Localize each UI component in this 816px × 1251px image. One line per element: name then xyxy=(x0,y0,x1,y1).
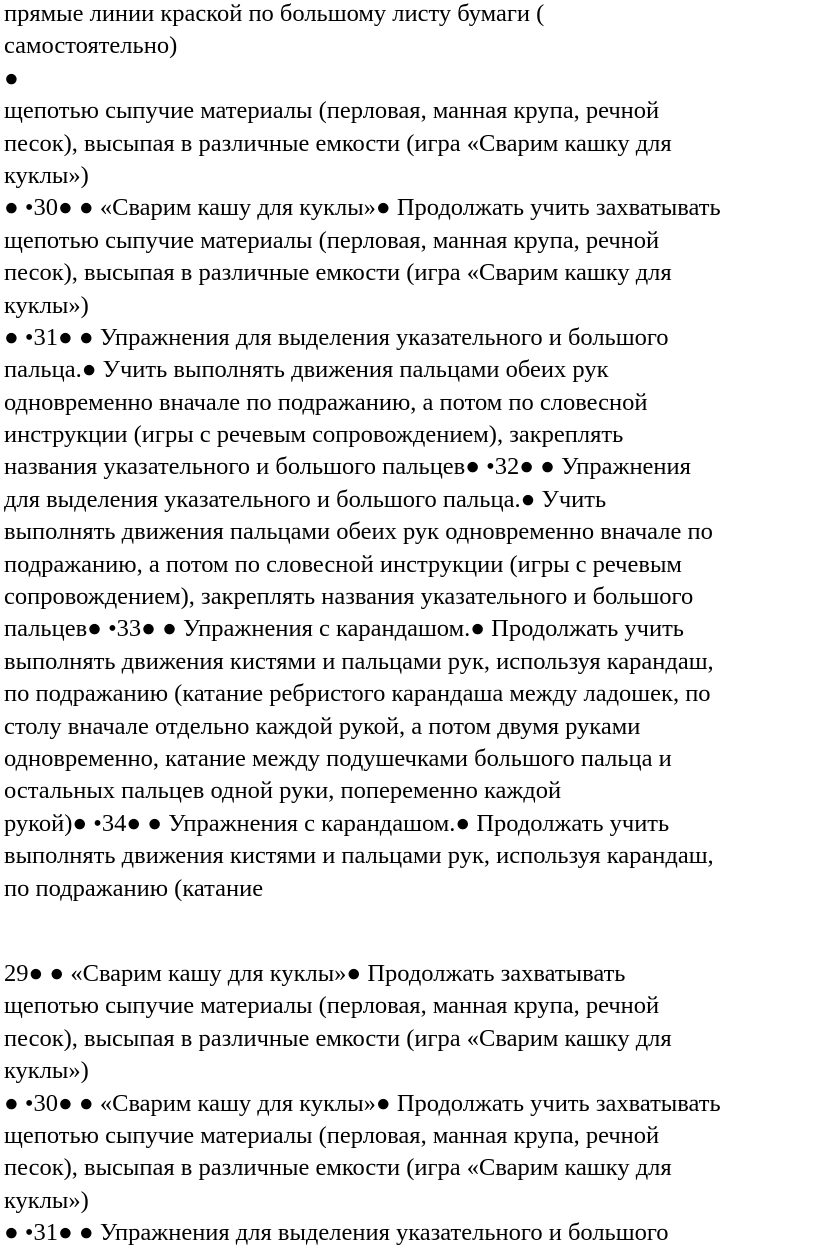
text-line: подражанию, а потом по словесной инструкции (игры с речевым xyxy=(4,550,682,578)
text-line: ● •30● ● «Сварим кашу для куклы»● Продолжать учить захватывать xyxy=(4,1089,721,1117)
text-block-top xyxy=(4,0,816,905)
text-line: одновременно вначале по подражанию, а потом по словесной xyxy=(4,388,648,416)
text-line: ● •31● ● Упражнения для выделения указательного и большого xyxy=(4,1219,669,1247)
text-line: куклы») xyxy=(4,291,89,319)
text-line: куклы») xyxy=(4,1186,89,1214)
text-line: остальных пальцев одной руки, попеременно каждой xyxy=(4,777,562,805)
text-line: куклы») xyxy=(4,161,89,189)
text-line: щепотью сыпучие материалы (перловая, манная крупа, речной xyxy=(4,992,660,1020)
text-line: выполнять движения пальцами обеих рук одновременно вначале по xyxy=(4,518,713,546)
text-line: рукой)● •34● ● Упражнения с карандашом.● Продолжать учить xyxy=(4,809,670,837)
text-line: ● •31● ● Упражнения для выделения указательного и большого xyxy=(4,323,669,351)
text-block-bottom xyxy=(4,958,816,1250)
text-line: одновременно, катание между подушечками большого пальца и xyxy=(4,744,672,772)
text-line: песок), высыпая в различные емкости (игра «Сварим кашку для xyxy=(4,1024,672,1052)
text-line: ● xyxy=(4,64,19,92)
text-line: по подражанию (катание xyxy=(4,874,264,902)
text-line: щепотью сыпучие материалы (перловая, манная крупа, речной xyxy=(4,97,660,125)
text-line: 29● ● «Сварим кашу для куклы»● Продолжать захватывать xyxy=(4,960,626,987)
text-line: выполнять движения кистями и пальцами рук, используя карандаш, xyxy=(4,647,714,675)
text-line: пальца.● Учить выполнять движения пальцами обеих рук xyxy=(4,356,609,384)
text-line: прямые линии краской по большому листу бумаги ( xyxy=(4,0,545,27)
text-line: щепотью сыпучие материалы (перловая, манная крупа, речной xyxy=(4,1121,660,1149)
text-line: песок), высыпая в различные емкости (игра «Сварим кашку для xyxy=(4,259,672,287)
text-line: песок), высыпая в различные емкости (игра «Сварим кашку для xyxy=(4,1154,672,1182)
text-line: щепотью сыпучие материалы (перловая, манная крупа, речной xyxy=(4,226,660,254)
text-line: пальцев● •33● ● Упражнения с карандашом.● Продолжать учить xyxy=(4,615,684,643)
text-line: инструкции (игры с речевым сопровождением), закреплять xyxy=(4,421,624,449)
text-line: куклы») xyxy=(4,1057,89,1085)
text-line: столу вначале отдельно каждой рукой, а потом двумя руками xyxy=(4,712,641,740)
text-line: самостоятельно) xyxy=(4,32,178,60)
text-line: выполнять движения кистями и пальцами рук, используя карандаш, xyxy=(4,842,714,870)
text-line: названия указательного и большого пальцев● •32● ● Упражнения xyxy=(4,453,691,481)
text-line: сопровождением), закреплять названия указательного и большого xyxy=(4,583,694,611)
text-line: песок), высыпая в различные емкости (игра «Сварим кашку для xyxy=(4,129,672,157)
text-line: для выделения указательного и большого пальца.● Учить xyxy=(4,485,607,513)
text-line: ● •30● ● «Сварим кашу для куклы»● Продолжать учить захватывать xyxy=(4,194,721,222)
text-line: по подражанию (катание ребристого карандаша между ладошек, по xyxy=(4,680,711,708)
